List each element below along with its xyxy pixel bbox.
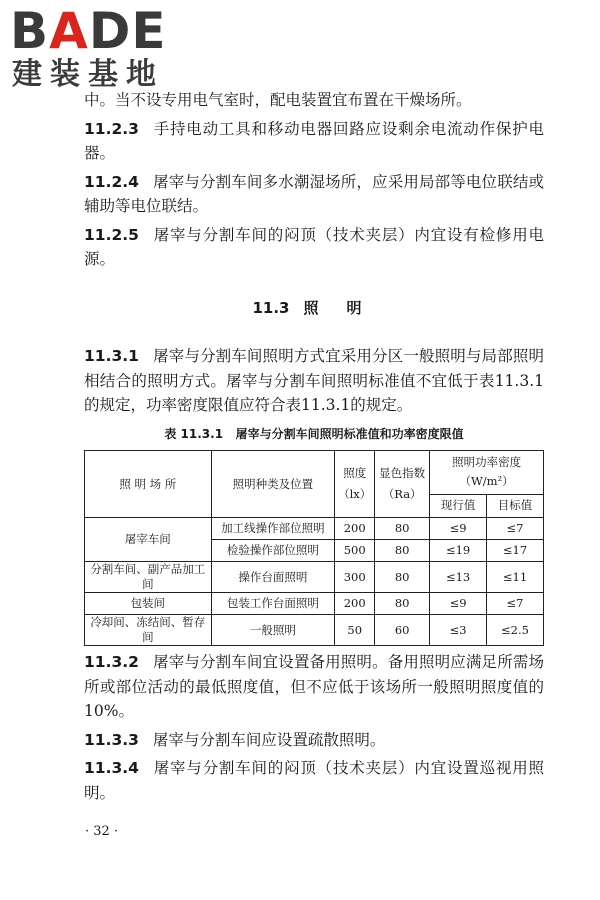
paragraph-11-2-3: 11.2.3 手持电动工具和移动电器回路应设剩余电流动作保护电器。 xyxy=(84,119,544,162)
table-row xyxy=(85,562,544,593)
header-target: 目标值 xyxy=(487,494,544,517)
cell-type: 操作台面照明 xyxy=(211,562,335,593)
cell-lux: 200 xyxy=(335,593,375,615)
cell-place: 包装间 xyxy=(85,593,212,615)
cell-lux: 200 xyxy=(335,518,375,540)
cell-type: 包装工作台面照明 xyxy=(211,593,335,615)
header-lux: 照度（lx） xyxy=(335,451,375,518)
header-ra: 显色指数（Ra） xyxy=(375,451,430,518)
cell-ra: 80 xyxy=(375,518,430,540)
cell-lux: 500 xyxy=(335,540,375,562)
cell-lux: 50 xyxy=(335,615,375,646)
cell-place: 分割车间、副产品加工间 xyxy=(85,562,212,593)
cell-type: 一般照明 xyxy=(211,615,335,646)
paragraph-continuation: 中。当不设专用电气室时，配电装置宜布置在干燥场所。 xyxy=(84,91,472,109)
cell-target: ≤17 xyxy=(487,540,544,562)
brand-logo xyxy=(10,4,180,94)
cell-target: ≤11 xyxy=(487,562,544,593)
cell-target: ≤7 xyxy=(487,518,544,540)
logo-chinese-text: 建装基地 xyxy=(12,57,164,92)
cell-type: 检验操作部位照明 xyxy=(211,540,335,562)
header-current: 现行值 xyxy=(430,494,487,517)
header-place: 照 明 场 所 xyxy=(85,451,212,518)
header-type: 照明种类及位置 xyxy=(211,451,335,518)
cell-type: 加工线操作部位照明 xyxy=(211,518,335,540)
paragraph-11-2-5: 11.2.5 屠宰与分割车间的闷顶（技术夹层）内宜设有检修用电源。 xyxy=(84,225,544,268)
paragraph-11-3-2: 11.3.2 屠宰与分割车间宜设置备用照明。备用照明应满足所需场所或部位活动的最低照度值，但不应低于该场所一般照明照度值的10%。 xyxy=(84,653,544,720)
section-heading: 11.3 照 明 xyxy=(252,298,362,317)
table-caption: 表 11.3.1 屠宰与分割车间照明标准值和功率密度限值 xyxy=(164,426,464,441)
lighting-standard-table xyxy=(84,450,544,646)
cell-place: 冷却间、冻结间、暂存间 xyxy=(85,615,212,646)
table-row xyxy=(85,593,544,615)
page-content xyxy=(84,88,544,805)
paragraph-11-3-4: 11.3.4 屠宰与分割车间的闷顶（技术夹层）内宜设置巡视用照明。 xyxy=(84,759,544,802)
logo-wordmark: BADE xyxy=(10,2,167,60)
cell-ra: 80 xyxy=(375,540,430,562)
cell-current: ≤19 xyxy=(430,540,487,562)
table-row xyxy=(85,615,544,646)
cell-current: ≤9 xyxy=(430,518,487,540)
cell-target: ≤2.5 xyxy=(487,615,544,646)
header-lpd: 照明功率密度（W/m²） xyxy=(430,451,544,495)
cell-place: 屠宰车间 xyxy=(85,518,212,562)
paragraph-11-2-4: 11.2.4 屠宰与分割车间多水潮湿场所，应采用局部等电位联结或辅助等电位联结。 xyxy=(84,172,544,215)
cell-current: ≤13 xyxy=(430,562,487,593)
cell-ra: 80 xyxy=(375,593,430,615)
cell-target: ≤7 xyxy=(487,593,544,615)
cell-current: ≤3 xyxy=(430,615,487,646)
cell-current: ≤9 xyxy=(430,593,487,615)
paragraph-11-3-1: 11.3.1 屠宰与分割车间照明方式宜采用分区一般照明与局部照明相结合的照明方式。屠宰与分割车间照明标准值不宜低于表11.3.1的规定，功率密度限值应符合表11.3.1的规定。 xyxy=(84,347,544,414)
paragraph-11-3-3: 11.3.3 屠宰与分割车间应设置疏散照明。 xyxy=(84,730,386,749)
table-row xyxy=(85,518,544,540)
cell-ra: 80 xyxy=(375,562,430,593)
cell-lux: 300 xyxy=(335,562,375,593)
page-number: · 32 · xyxy=(85,824,119,839)
cell-ra: 60 xyxy=(375,615,430,646)
